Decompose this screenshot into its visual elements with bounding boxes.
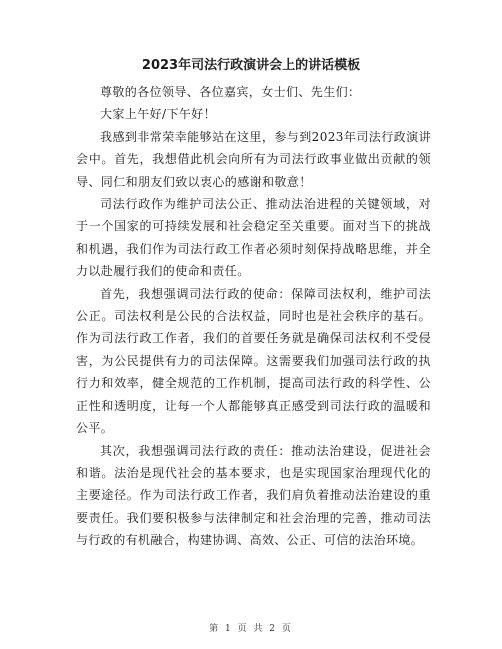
paragraph-greeting: 大家上午好/下午好！ — [100, 107, 217, 122]
paragraph-importance: 司法行政作为维护司法公正、推动法治进程的关键领域，对于一个国家的可持续发展和社会稳定至关重要。面对当下的挑战和机遇，我们作为司法行政工作者必须时刻保持战略思维，并全力以赴履行我们的使命和责任。 — [76, 197, 431, 279]
page-footer: 第 1 页 共 2 页 — [209, 624, 293, 634]
document-title: 2023年司法行政演讲会上的讲话模板 — [141, 58, 361, 73]
paragraph-mission: 首先，我想强调司法行政的使命：保障司法权利，维护司法公正。司法权利是公民的合法权益，同时也是社会秩序的基石。作为司法行政工作者，我们的首要任务就是确保司法权利不受侵害，为公民提供有力的司法保障。这需要我们加强司法行政的执行力和效率，健全规范的工作机制，提高司法行政的科学性、公正性和透明度，让每一个人都能够真正感受到司法行政的温暖和公平。 — [76, 286, 431, 436]
paragraph-intro: 我感到非常荣幸能够站在这里，参与到2023年司法行政演讲会中。首先，我想借此机会向所有为司法行政事业做出贡献的领导、同仁和朋友们致以衷心的感谢和敬意！ — [76, 129, 431, 189]
document-body — [76, 81, 431, 552]
paragraph-salutation: 尊敬的各位领导、各位嘉宾，女士们、先生们： — [100, 85, 361, 99]
paragraph-responsibility: 其次，我想强调司法行政的责任：推动法治建设，促进社会和谐。法治是现代社会的基本要求，也是实现国家治理现代化的主要途径。作为司法行政工作者，我们肩负着推动法治建设的重要责任。我们要积极参与法律制定和社会治理的完善，推动司法与行政的有机融合，构建协调、高效、公正、可信的法治环境。 — [76, 443, 431, 548]
